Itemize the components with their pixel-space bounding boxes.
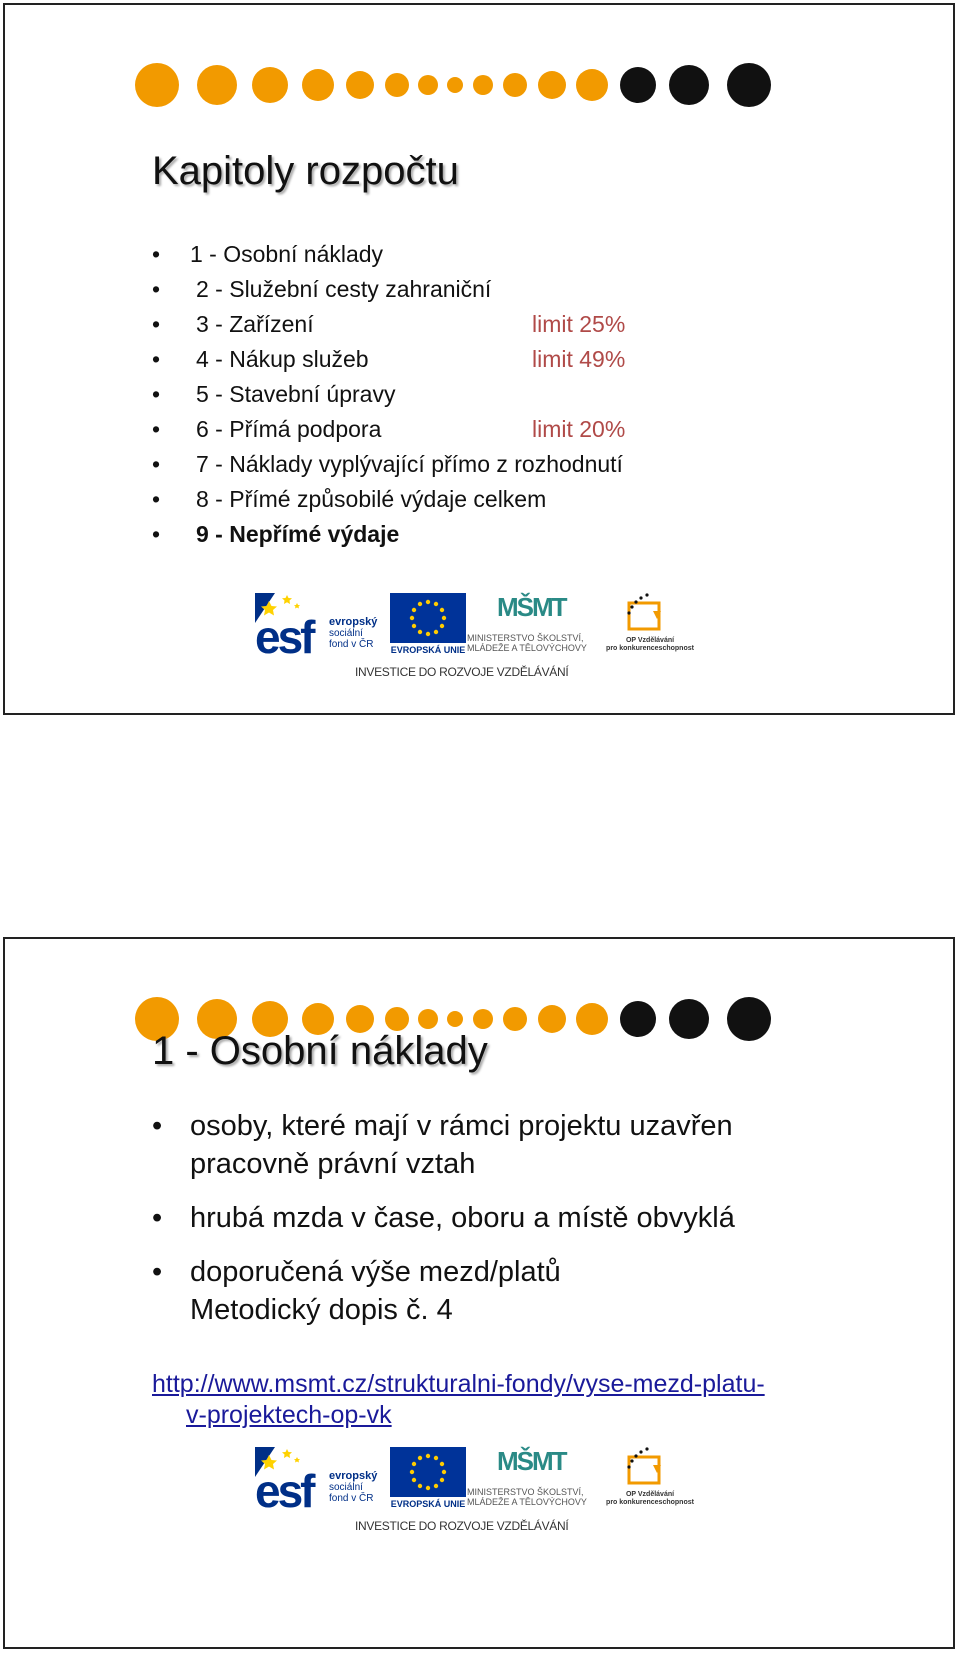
investice-caption: INVESTICE DO ROZVOJE VZDĚLÁVÁNÍ — [355, 665, 569, 679]
msmt-logo — [467, 593, 597, 657]
list-item — [152, 377, 623, 412]
dot-orange-11 — [538, 71, 566, 99]
item-text: 7 - Náklady vyplývající přímo z rozhodnutí — [196, 451, 623, 477]
item-text: 3 - Zařízení — [196, 311, 314, 337]
op-vk-caption: OP Vzdělávání pro konkurenceschopnost — [606, 1491, 694, 1506]
item-text: 6 - Přímá podpora — [196, 416, 382, 442]
list-item — [152, 237, 623, 272]
dot-black-2 — [669, 999, 709, 1039]
item-text: 9 - Nepřímé výdaje — [196, 521, 400, 547]
msmt-logo — [467, 1447, 597, 1511]
logo-strip — [255, 593, 695, 685]
limit-label: limit 49% — [532, 346, 626, 372]
dot-orange-10 — [503, 1007, 527, 1031]
item-text-continued: Metodický dopis č. 4 — [190, 1294, 453, 1326]
list-item — [152, 307, 626, 342]
item-text: 4 - Nákup služeb — [196, 346, 369, 372]
list-item — [152, 482, 623, 517]
svg-text:esf: esf — [255, 1465, 313, 1511]
eu-flag-icon — [390, 1447, 466, 1497]
dot-black-1 — [620, 67, 656, 103]
dot-orange-3 — [252, 67, 288, 103]
dot-orange-11 — [538, 1005, 566, 1033]
list-item — [152, 517, 623, 552]
dot-orange-2 — [197, 65, 237, 105]
dot-orange-6 — [385, 1007, 409, 1031]
item-text: 5 - Stavební úpravy — [196, 381, 396, 407]
op-vk-logo — [605, 1447, 695, 1511]
dot-orange-12 — [576, 69, 608, 101]
eu-flag-logo — [390, 1447, 466, 1511]
slide-title: 1 - Osobní náklady — [152, 1029, 488, 1073]
dot-orange-4 — [302, 69, 334, 101]
item-text: 2 - Služební cesty zahraniční — [196, 276, 492, 302]
list-item — [152, 1107, 735, 1183]
list-item — [152, 342, 626, 377]
link-text: http://www.msmt.cz/strukturalni-fondy/vyse-mezd-platu- — [152, 1370, 765, 1398]
msmt-caption: MINISTERSTVO ŠKOLSTVÍ, MLÁDEŽE A TĚLOVÝCHOVY — [467, 633, 587, 653]
esf-logo — [255, 1447, 383, 1511]
item-text: hrubá mzda v čase, oboru a místě obvyklá — [190, 1202, 735, 1234]
msmt-mark: MŠMT — [497, 1446, 566, 1476]
dot-orange-8 — [447, 77, 463, 93]
eu-flag-icon — [390, 593, 466, 643]
eu-label: EVROPSKÁ UNIE — [390, 1499, 466, 1509]
dot-black-2 — [669, 65, 709, 105]
list-item — [152, 1253, 735, 1329]
dot-black-3 — [727, 997, 771, 1041]
eu-flag-logo — [390, 593, 466, 657]
slide-title: Kapitoly rozpočtu — [152, 149, 459, 193]
svg-text:esf: esf — [255, 611, 313, 657]
dot-orange-9 — [473, 1009, 493, 1029]
op-vk-caption: OP Vzdělávání pro konkurenceschopnost — [606, 637, 694, 652]
slide-2 — [3, 937, 955, 1649]
limit-label: limit 25% — [532, 311, 626, 337]
item-text: doporučená výše mezd/platů — [190, 1256, 561, 1288]
dot-black-1 — [620, 1001, 656, 1037]
decorative-dots — [5, 5, 957, 125]
eu-label: EVROPSKÁ UNIE — [390, 645, 466, 655]
budget-chapter-list — [152, 237, 626, 552]
dot-orange-7 — [418, 1009, 438, 1029]
link-text-continued: v-projektech-op-vk — [186, 1401, 392, 1429]
esf-caption: evropský sociální fond v ČR — [329, 616, 378, 650]
item-text: 1 - Osobní náklady — [190, 241, 384, 267]
msmt-caption: MINISTERSTVO ŠKOLSTVÍ, MLÁDEŽE A TĚLOVÝCHOVY — [467, 1487, 587, 1507]
personal-costs-list — [152, 1107, 735, 1329]
limit-label: limit 20% — [532, 416, 626, 442]
op-vk-icon — [605, 593, 695, 635]
list-item — [152, 412, 626, 447]
dot-orange-6 — [385, 73, 409, 97]
slide-1 — [3, 3, 955, 715]
dot-orange-8 — [447, 1011, 463, 1027]
item-text: 8 - Přímé způsobilé výdaje celkem — [196, 486, 547, 512]
dot-orange-12 — [576, 1003, 608, 1035]
esf-logo — [255, 593, 383, 657]
dot-orange-9 — [473, 75, 493, 95]
dot-orange-1 — [135, 63, 179, 107]
item-text: osoby, které mají v rámci projektu uzavřen — [190, 1110, 733, 1142]
op-vk-logo — [605, 593, 695, 657]
list-item — [152, 1199, 735, 1237]
op-vk-icon — [605, 1447, 695, 1489]
dot-orange-5 — [346, 71, 374, 99]
investice-caption: INVESTICE DO ROZVOJE VZDĚLÁVÁNÍ — [355, 1519, 569, 1533]
msmt-mark: MŠMT — [497, 592, 566, 622]
esf-caption: evropský sociální fond v ČR — [329, 1470, 378, 1504]
dot-orange-7 — [418, 75, 438, 95]
dot-orange-10 — [503, 73, 527, 97]
dot-black-3 — [727, 63, 771, 107]
logo-strip — [255, 1447, 695, 1539]
list-item — [152, 447, 623, 482]
item-text-continued: pracovně právní vztah — [190, 1148, 476, 1180]
msmt-salary-link[interactable] — [152, 1369, 792, 1431]
list-item — [152, 272, 623, 307]
